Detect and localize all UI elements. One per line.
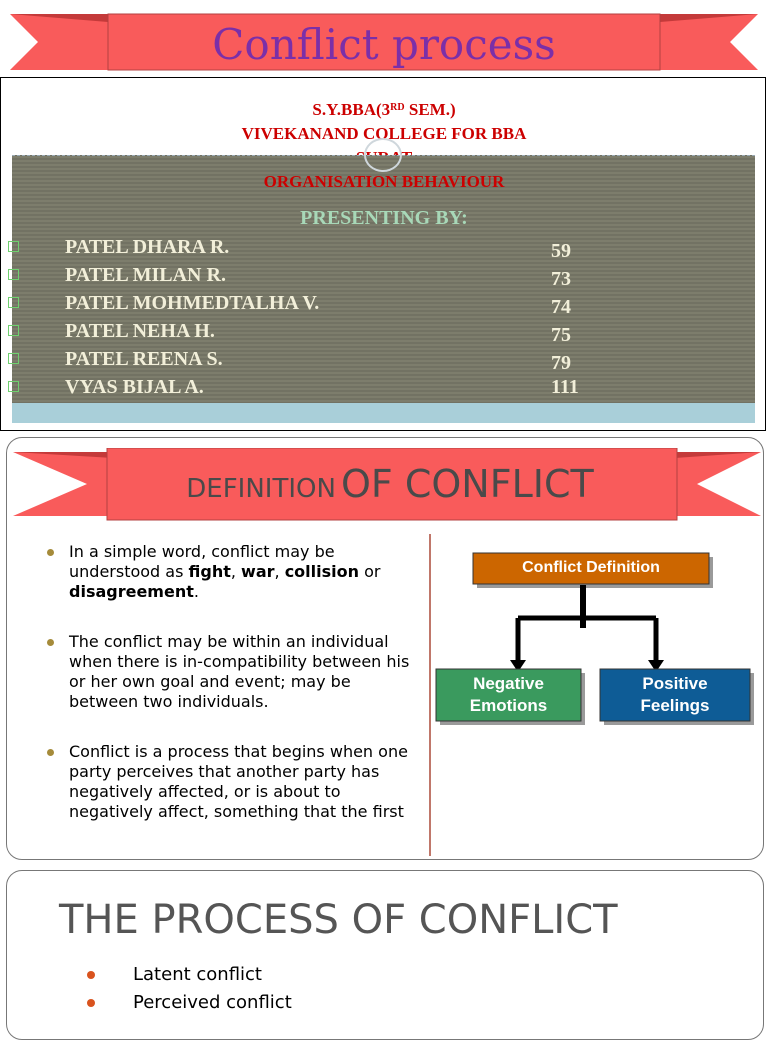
title-small-caps: DEFINITION	[186, 474, 336, 504]
diagram-top-label: Conflict Definition	[522, 559, 660, 576]
presenter-row	[0, 236, 768, 264]
presenter-row	[0, 264, 768, 292]
label-line: Feelings	[640, 696, 710, 715]
presenter-roll: 59	[551, 240, 571, 262]
presenter-name: PATEL MILAN R.	[65, 264, 226, 286]
period: .	[193, 582, 199, 601]
college-name: VIVEKANAND COLLEGE FOR BBA	[241, 124, 527, 143]
presenter-roll: 74	[551, 296, 571, 318]
bullet-point: The conflict may be within an individual when there is in-compatibility between his or her own goal and event; may be between two individuals.	[47, 632, 417, 712]
subject-name: ORGANISATION BEHAVIOUR	[263, 172, 505, 191]
label-line: Positive	[642, 674, 708, 693]
band-footer	[12, 403, 755, 423]
diagram-left-label	[436, 673, 581, 717]
square-bullet-icon	[8, 325, 19, 336]
definition-slide	[6, 437, 764, 860]
separator: ,	[230, 562, 242, 581]
process-stage-list	[87, 961, 292, 1017]
keyword-war: war	[241, 562, 275, 581]
presenter-roll: 79	[551, 352, 571, 374]
square-bullet-icon	[8, 353, 19, 364]
slide-title: THE PROCESS OF CONFLICT	[59, 897, 618, 943]
presenter-roll: 75	[551, 324, 571, 346]
keyword-collision: collision	[284, 562, 360, 581]
slide-title: Conflict process	[212, 20, 556, 69]
presenter-row	[0, 376, 768, 404]
presenter-row	[0, 292, 768, 320]
presenter-row	[0, 348, 768, 376]
list-item: Perceived conflict	[87, 989, 292, 1017]
list-item: Latent conflict	[87, 961, 292, 989]
diagram-right-label	[600, 673, 750, 717]
square-bullet-icon	[8, 297, 19, 308]
presenter-row	[0, 320, 768, 348]
presenter-name: PATEL DHARA R.	[65, 236, 230, 258]
bullet-text: In a simple word, conflict may be understood as	[69, 542, 335, 581]
presenter-name: VYAS BIJAL A.	[65, 376, 204, 398]
presenting-label: PRESENTING BY:	[300, 207, 468, 229]
bullet-point: Conflict is a process that begins when one party perceives that another party has negatively affected, or is about to negatively affect, something that the first	[47, 742, 417, 822]
label-line: Negative	[473, 674, 544, 693]
class-prefix: S.Y.BBA(3	[312, 100, 391, 119]
keyword-disagreement: disagreement	[69, 582, 194, 601]
title-main: OF CONFLICT	[341, 462, 594, 506]
ring-decoration	[364, 138, 402, 172]
class-superscript: RD	[390, 102, 405, 113]
conflict-definition-diagram	[7, 438, 764, 860]
presenter-name: PATEL MOHMEDTALHA V.	[65, 292, 320, 314]
process-slide	[6, 870, 764, 1040]
presenter-roll: 111	[551, 376, 579, 398]
class-line	[0, 98, 768, 122]
presenter-name: PATEL REENA S.	[65, 348, 223, 370]
class-suffix: SEM.)	[404, 100, 456, 119]
label-line: Emotions	[469, 696, 548, 715]
square-bullet-icon	[8, 381, 19, 392]
keyword-fight: fight	[188, 562, 231, 581]
title-slide	[0, 0, 768, 432]
square-bullet-icon	[8, 269, 19, 280]
separator: ,	[274, 562, 285, 581]
square-bullet-icon	[8, 241, 19, 252]
connector: or	[359, 562, 381, 581]
presenter-roll: 73	[551, 268, 571, 290]
presenter-name: PATEL NEHA H.	[65, 320, 215, 342]
